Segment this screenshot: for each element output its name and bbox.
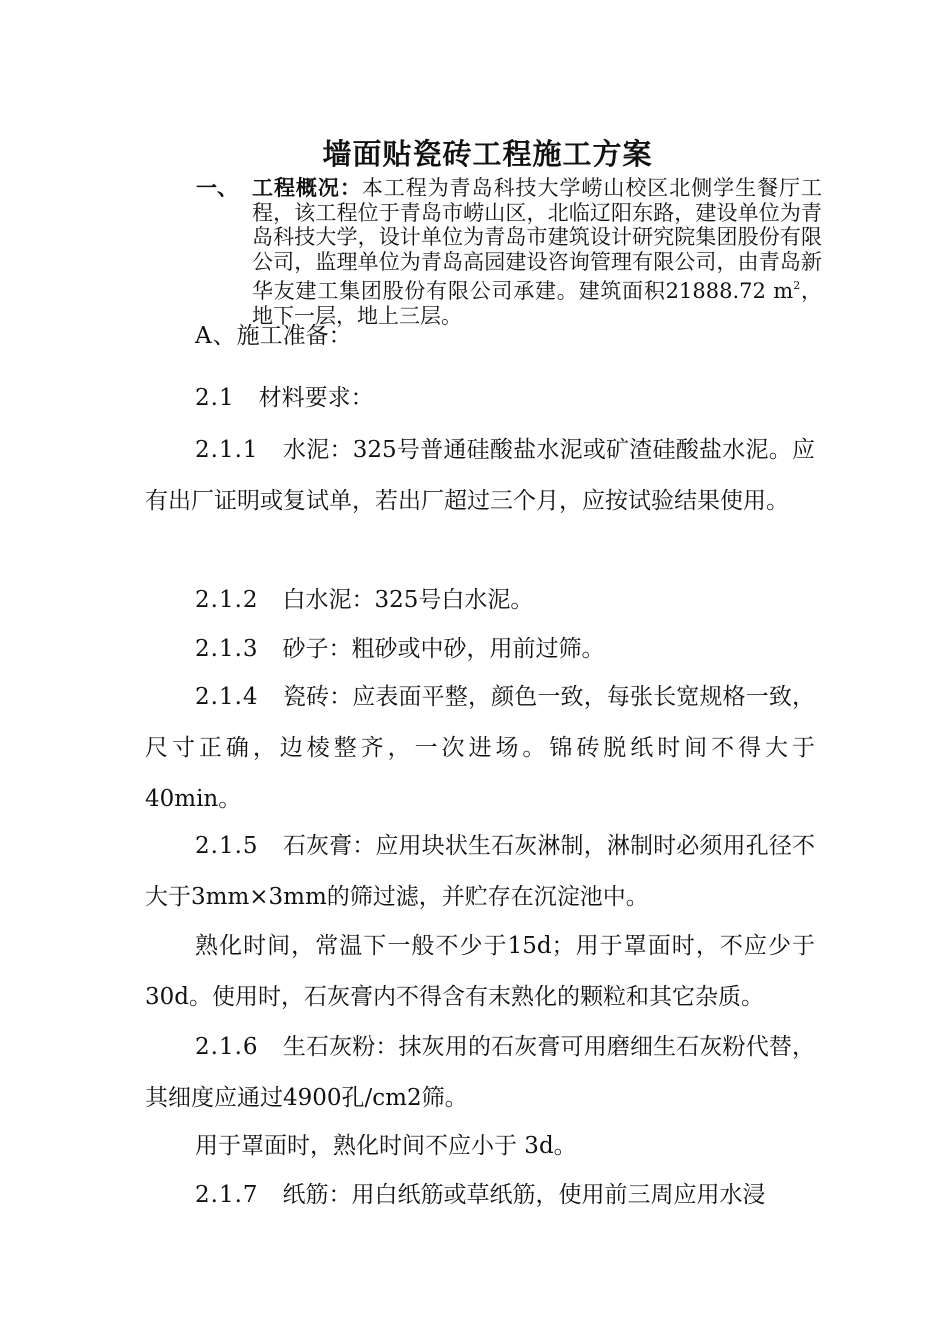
paragraph-text: 砂子：粗砂或中砂，用前过筛。: [282, 636, 605, 662]
paragraph-text: 纸筋：用白纸筋或草纸筋，使用前三周应用水浸: [282, 1182, 766, 1208]
paragraph-text: 石灰膏：应用块状生石灰淋制，淋制时必须用孔径不大于3mm×3mm的筛过滤，并贮存在沉淀池中。: [145, 833, 815, 910]
paragraph-cement: [145, 425, 815, 527]
paragraph-white-cement: [145, 575, 815, 626]
paragraph-code: 2.1.4: [195, 684, 283, 710]
paragraph-text: 水泥：325号普通硅酸盐水泥或矿渣硅酸盐水泥。应有出厂证明或复试单，若出厂超过三个月，应按试验结果使用。: [145, 437, 815, 514]
paragraph-material-requirements: [145, 373, 815, 424]
paragraph-sand: [145, 624, 815, 675]
paragraph-text: 瓷砖：应表面平整，颜色一致，每张长宽规格一致，尺寸正确，边棱整齐，一次进场。锦砖脱纸时间不得大于40min。: [145, 684, 815, 812]
project-overview-section: [196, 176, 836, 328]
paragraph-text: 生石灰粉：抹灰用的石灰膏可用磨细生石灰粉代替，其细度应通过4900孔/cm2筛。: [145, 1034, 815, 1111]
paragraph-tiles: [145, 672, 815, 825]
paragraph-code: 2.1.5: [195, 833, 283, 859]
paragraph-code: 2.1.2: [195, 587, 283, 613]
section-heading: 工程概况：: [252, 175, 362, 200]
paragraph-text: 白水泥：325号白水泥。: [282, 587, 534, 613]
paragraph-text: 材料要求：: [258, 385, 374, 411]
paragraph-text: 施工准备：: [236, 323, 352, 349]
paragraph-construction-prep: [145, 311, 815, 362]
paragraph-code: A、: [195, 323, 237, 349]
paragraph-quicklime-powder: [145, 1022, 815, 1124]
document-title: 墙面贴瓷砖工程施工方案: [322, 137, 653, 171]
paragraph-lime-putty: [145, 821, 815, 923]
paragraph-curing-time: [145, 921, 815, 1023]
area-unit-superscript: 2: [793, 279, 801, 292]
section-number: 一、: [196, 175, 238, 200]
paragraph-text: 用于罩面时，熟化时间不应小于 3d。: [195, 1133, 577, 1159]
paragraph-code: 2.1.6: [195, 1034, 283, 1060]
overview-text-main: 本工程为青岛科技大学崂山校区北侧学生餐厅工程，该工程位于青岛市崂山区，北临辽阳东路，建设单位为青岛科技大学，设计单位为青岛市建筑设计研究院集团股份有限公司，监理单位为青岛高园建设咨询管理有限公司，由青岛新华友建工集团股份有限公司承建。建筑面积21888.72 m: [252, 176, 823, 303]
overview-text-tail: ，地下一层，地上三层。: [252, 279, 823, 328]
paragraph-code: 2.1.3: [195, 636, 283, 662]
paragraph-code: 2.1: [195, 385, 259, 411]
paragraph-code: 2.1.7: [195, 1182, 283, 1208]
project-overview-text: [252, 176, 822, 328]
paragraph-paper-fiber: [145, 1170, 815, 1221]
paragraph-finish-coat: [145, 1121, 815, 1172]
paragraph-code: 2.1.1: [195, 437, 284, 463]
paragraph-text: 熟化时间，常温下一般不少于15d；用于罩面时，不应少于30d。使用时，石灰膏内不得含有末熟化的颗粒和其它杂质。: [145, 933, 815, 1010]
